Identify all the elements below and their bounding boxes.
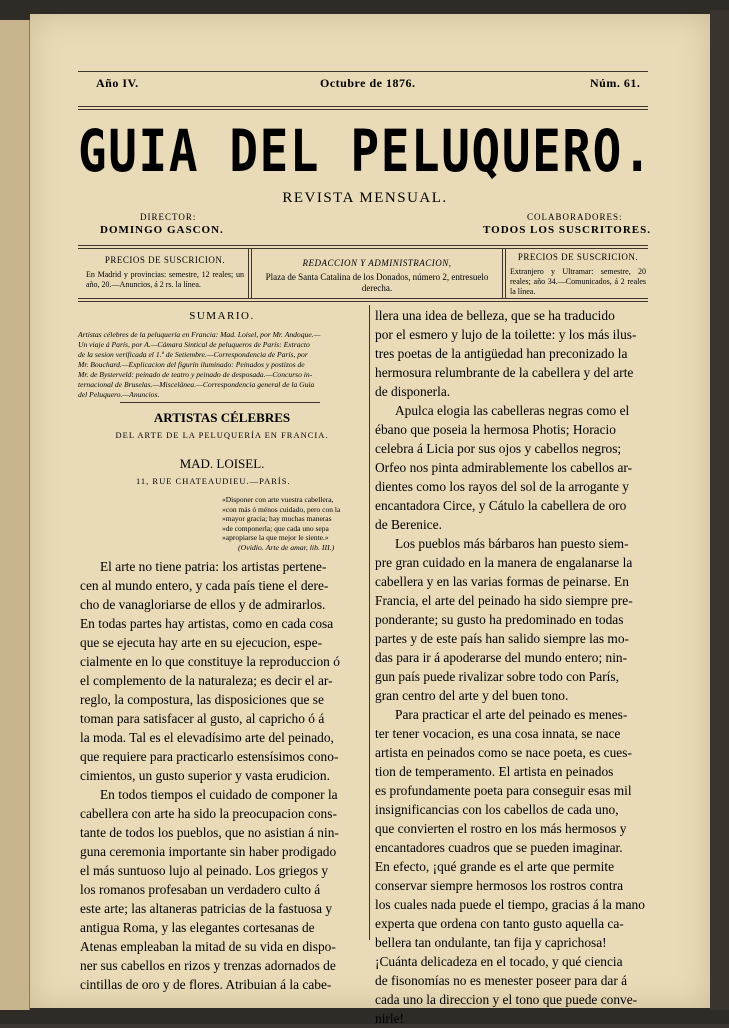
text-line: gun país puede rivalizar sobre todo con París, [375,669,619,684]
text-line: cho de vanagloriarse de ellos y de admirarlos. [80,597,326,612]
text-line: cimientos, un gusto superior y vasta erudicion. [80,768,330,783]
text-line: insignificancias con los cabellos de cada uno, [375,802,619,817]
article-right-column [375,306,665,1028]
epigraph-line: »de componerla; que cada uno sepa [222,523,329,533]
text-line: ponderante; su gusto ha predominado en todas [375,612,624,627]
masthead-title: GUIA DEL PELUQUERO. [78,117,654,185]
top-rule [78,71,648,72]
text-line: ébano que poseia la hermosa Photis; Horacio [375,422,616,437]
box-right-title: PRECIOS DE SUSCRICION. [517,252,639,262]
text-line: reglo, la compostura, las disposiciones que se [80,692,324,707]
text-line: por el esmero y lujo de la toilette: y los más ilus- [375,327,637,342]
epigraph-line: «Disponer con arte vuestra cabellera, [222,495,334,504]
text-line: la moda. Tal es el elevadísimo arte del peinado, [80,730,334,745]
boxes-bottom-rule [78,298,648,299]
issue-number: Núm. 61. [590,76,641,90]
boxes-divider-left-2 [251,248,252,298]
epigraph-line: »mayor gracia; hay muchas maneras [222,514,332,524]
text-line: cen al mundo entero, y cada país tiene el dere- [80,578,329,593]
boxes-top-rule [78,245,648,246]
text-line: cabellera con arte ha sido la preocupacion cons- [80,806,337,821]
text-line: nirle! [375,1011,404,1026]
issue-year: Año IV. [96,76,139,90]
box-center-title: REDACCION Y ADMINISTRACION, [302,258,452,268]
text-line: cada uno la direccion y el tono que puede conve- [375,992,638,1007]
text-line: que se ejecuta hay arte en su ejecucion, espe- [80,635,323,650]
text-line: En todas partes hay artistas, como en cada cosa [80,616,334,631]
epigraph [222,495,364,543]
summary-line: Un viaje á París, por A.—Cámara Sintical de peluqueros de París: Extracto [78,340,310,349]
summary-line: de la sesion verificada el 1.º de Setiembre.—Correspondencia de París, por [78,350,308,359]
article-left-column [80,557,364,994]
masthead-top-rule-2 [78,109,648,110]
text-line: Atenas empleaban la mitad de su vida en dispo- [80,939,336,954]
text-line: bellera tan ondulante, tan fija y caprichosa! [375,935,607,950]
text-line: Los pueblos más bárbaros han puesto siem- [395,536,629,551]
summary-heading: SUMARIO. [189,310,255,322]
text-line: dientes como los rayos del sol de la arrogante y [375,479,629,494]
text-line: los cuales nada puede el tiempo, gracias á la mano [375,897,645,912]
director-label: DIRECTOR: [140,212,197,222]
boxes-divider-right [502,248,503,298]
text-line: de disponerla. [375,384,451,399]
summary-line: Mr. Bouchard.—Explicacion del figurín iluminado: Peinados y postizos de [78,360,305,369]
article-person: MAD. LOISEL. [179,456,265,471]
article-subtitle: DEL ARTE DE LA PELUQUERÍA EN FRANCIA. [115,430,329,440]
text-line: Apulca elogia las cabelleras negras como el [395,403,630,418]
epigraph-line: »apropiarse la que mejor le siente.» [222,533,329,543]
column-divider [369,305,370,940]
summary-line: Mr. de Bysterveld: peinado de teatro y peinado de desposada.—Concurso in- [78,370,313,379]
text-line: celebra á Licia por sus ojos y cabellos negros; [375,441,622,456]
text-line: partes y de este país han salido siempre las mo- [375,631,629,646]
text-line: conservar siempre hermosos los rostros contra [375,878,624,893]
text-line: cintillas de oro y de flores. Atribuian á la cabe- [80,977,332,992]
article-title: ARTISTAS CÉLEBRES [153,410,291,425]
text-line: Francia, el arte del peinado ha sido siempre pre- [375,593,633,608]
article-address: 11, RUE CHATEAUDIEU.—PARÍS. [136,476,291,486]
text-line: el más suntuoso lujo al peinado. Los griegos y [80,863,329,878]
text-line: En efecto, ¡qué grande es el arte que permite [375,859,615,874]
summary-line: ternacional de Bruselas.—Miscelánea.—Correspondencia general de la Guia [78,380,315,389]
summary-line: del Peluquero.—Anuncios. [78,390,160,399]
text-line: experta que ordena con tanto gusto aquella ca- [375,916,624,931]
boxes-divider-left [248,248,249,298]
text-line: hermosura relumbrante de la cabellera y del arte [375,365,634,380]
text-line: es profundamente poeta para conseguir esas mil [375,783,632,798]
page-edge-shadow [710,10,729,1010]
text-line: encantadora Circe, y Cátulo la cabellera de oro [375,498,627,513]
text-line: pre gran cuidado en la manera de engalanarse la [375,555,633,570]
epigraph-source: (Ovidio. Arte de amar, lib. III.) [238,543,335,552]
text-line: guna ceremonia importante sin haber prodigado [80,844,337,859]
text-line: das para ir á apoderarse del mundo entero; nin- [375,650,628,665]
text-line: En todos tiempos el cuidado de componer la [100,787,338,802]
boxes-bottom-rule-2 [78,301,648,302]
collaborators-value: TODOS LOS SUSCRITORES. [483,224,652,236]
text-line: tante de todos los pueblos, que no asistian á nin- [80,825,339,840]
box-right-text: Extranjero y Ultramar: semestre, 20 reales; año 34.—Comunicados, á 2 reales la línea. [510,267,646,296]
masthead-subtitle: REVISTA MENSUAL. [282,190,448,206]
text-line: llera una idea de belleza, que se ha traducido [375,308,615,323]
text-line: encantadores cuadros que se pueden imaginar. [375,840,623,855]
summary-line: Artistas célebres de la peluquería en Francia: Mad. Loisel, por Mr. Andoque.— [78,330,321,339]
text-line: cialmente en lo que constituye la reproduccion ó [80,654,340,669]
text-line: de fisonomías no es menester poseer para dar á [375,973,628,988]
summary-body [78,330,366,400]
summary-rule [120,402,320,403]
boxes-divider-right-2 [505,248,506,298]
text-line: los romanos profesaban un verdadero culto á [80,882,321,897]
text-line: antigua Roma, y las elegantes cortesanas de [80,920,315,935]
collaborators-label: COLABORADORES: [527,212,623,222]
text-line: tres poetas de la antigüedad han preconizado la [375,346,628,361]
text-line: ter tener vocacion, es una cosa innata, se nace [375,726,621,741]
text-line: que convierten el rostro en los más hermosos y [375,821,627,836]
text-line: toman para satisfacer al gusto, al capricho ó á [80,711,325,726]
text-line: este arte; las altaneras patricias de la fastuosa y [80,901,333,916]
epigraph-line: »con más ó ménos cuidado, pero con la [222,504,341,514]
masthead-top-rule [78,106,648,107]
text-line: Para practicar el arte del peinado es menes- [395,707,628,722]
text-line: El arte no tiene patria: los artistas pertene- [100,559,327,574]
text-line: cabellera y en las varias formas de peinarse. En [375,574,629,589]
text-line: tion de temperamento. El artista en peinados [375,764,614,779]
box-center-text: Plaza de Santa Catalina de los Donados, número 2, entresuelo derecha. [265,272,489,293]
box-left-title: PRECIOS DE SUSCRICION. [104,255,226,265]
box-left-text: En Madrid y provincias: semestre, 12 reales; un año, 20.—Anuncios, á 2 rs. la línea. [86,270,244,289]
text-line: gran centro del arte y del buen tono. [375,688,569,703]
text-line: Orfeo nos pinta admirablemente los cabellos ar- [375,460,633,475]
text-line: que requiere para practicarlo estensísimos cono- [80,749,339,764]
book-spine [0,20,30,1010]
text-line: ner sus cabellos en rizos y trenzas adornados de [80,958,336,973]
text-line: de Berenice. [375,517,442,532]
boxes-top-rule-2 [78,248,648,249]
issue-date: Octubre de 1876. [320,76,416,90]
text-line: el complemento de la naturaleza; es decir el ar- [80,673,333,688]
text-line: ¡Cuánta delicadeza en el tocado, y qué ciencia [375,954,623,969]
text-line: artista en peinados como se nace poeta, es cues- [375,745,632,760]
director-name: DOMINGO GASCON. [100,224,224,236]
